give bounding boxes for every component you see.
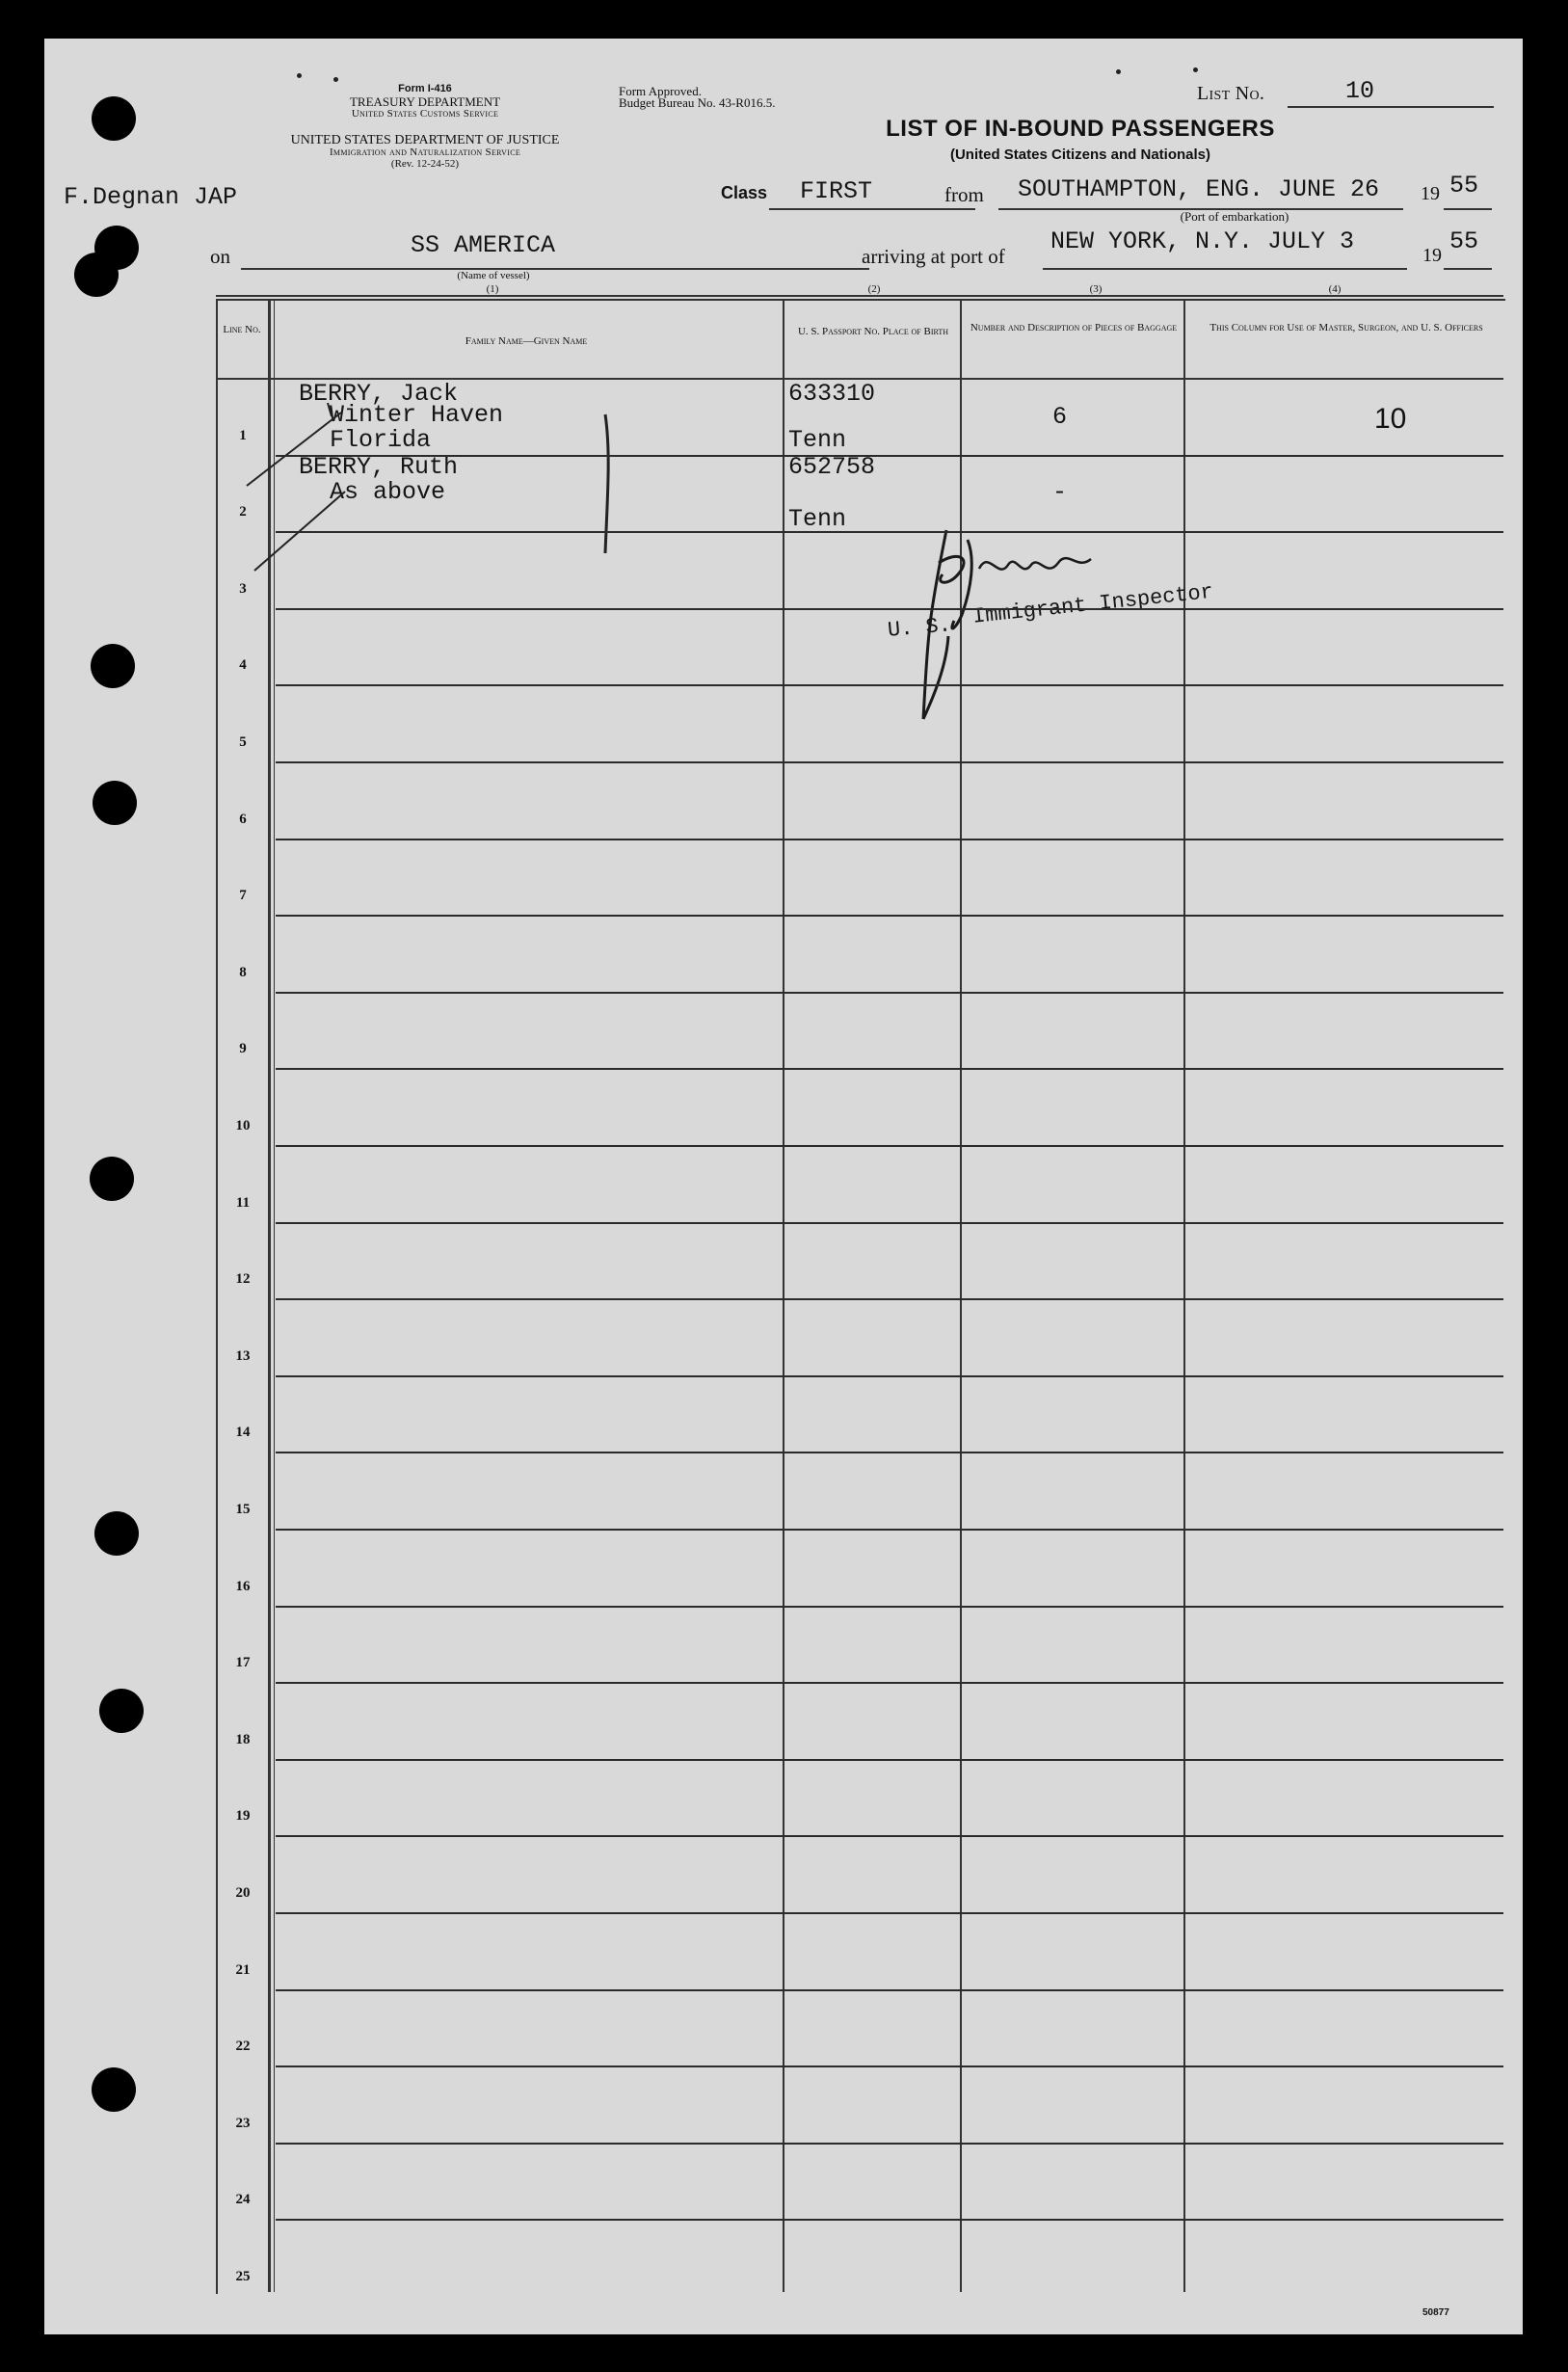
entry-2-name: BERRY, Ruth — [299, 453, 459, 481]
header-passport: U. S. Passport No. Place of Birth — [797, 326, 949, 337]
line-number: 15 — [235, 1502, 251, 1517]
line-number: 24 — [235, 2192, 251, 2207]
table-row — [276, 992, 1503, 994]
col-no-1: (1) — [486, 283, 499, 295]
line-number: 11 — [235, 1195, 251, 1211]
budget-bureau: Budget Bureau No. 43-R016.5. — [619, 95, 776, 110]
punch-hole — [94, 1511, 139, 1556]
speck — [1116, 69, 1121, 74]
table-row — [276, 1835, 1503, 1837]
line-number: 9 — [239, 1041, 247, 1056]
line-number: 25 — [235, 2269, 251, 2284]
line-number: 6 — [239, 812, 247, 827]
table-row — [276, 839, 1503, 840]
punch-hole — [91, 644, 135, 688]
header-name: Family Name—Given Name — [465, 335, 588, 347]
entry-1-name: BERRY, Jack — [299, 380, 459, 408]
table-row — [276, 1145, 1503, 1147]
dept-treasury: TREASURY DEPARTMENT — [349, 94, 501, 109]
table-row — [276, 1912, 1503, 1914]
pen-marks — [237, 357, 642, 588]
punch-hole — [92, 96, 136, 141]
table-row — [276, 455, 1503, 457]
table-row — [276, 1222, 1503, 1224]
from-value: SOUTHAMPTON, ENG. JUNE 26 — [1018, 175, 1380, 203]
speck — [333, 77, 338, 82]
entry-1-passport: 633310 — [788, 380, 876, 408]
stamp-title: Immigrant Inspector — [971, 579, 1215, 629]
entry-1-birthplace: Tenn — [788, 426, 847, 454]
from-year-prefix: 19 — [1421, 183, 1440, 204]
line-number: 7 — [239, 888, 247, 903]
from-label: from — [944, 183, 984, 206]
page-subtitle: (United States Citizens and Nationals) — [949, 147, 1211, 163]
manifest-page — [44, 39, 1523, 2334]
class-label: Class — [721, 183, 768, 202]
clerk-annotation: F.Degnan JAP — [64, 183, 238, 211]
form-approved: Form Approved. — [619, 84, 702, 98]
dept-justice: UNITED STATES DEPARTMENT OF JUSTICE — [290, 133, 560, 147]
line-number: 19 — [235, 1808, 251, 1824]
line-number: 21 — [235, 1962, 251, 1978]
dept-customs: United States Customs Service — [351, 108, 499, 120]
line-number: 8 — [239, 965, 247, 980]
from-year: 55 — [1449, 172, 1479, 200]
table-row — [276, 608, 1503, 610]
arriving-label: arriving at port of — [862, 245, 1005, 268]
col-no-2: (2) — [867, 283, 881, 295]
line-number: 18 — [235, 1732, 251, 1747]
table-row — [276, 2066, 1503, 2067]
table-row — [276, 1452, 1503, 1453]
dept-ins: Immigration and Naturalization Service — [329, 147, 521, 158]
form-code: 50877 — [1422, 2307, 1449, 2318]
table-row — [276, 2219, 1503, 2221]
list-no-value: 10 — [1345, 77, 1375, 105]
table-row — [276, 1298, 1503, 1300]
entry-1-officers: 10 — [1374, 403, 1407, 435]
line-number: 10 — [235, 1118, 251, 1133]
punch-hole — [92, 2067, 136, 2112]
table-row — [276, 1375, 1503, 1377]
header-line-no: Line No. — [223, 324, 261, 335]
vessel-name: SS AMERICA — [411, 231, 556, 259]
line-number: 1 — [239, 428, 247, 443]
entry-1-baggage: 6 — [1052, 403, 1068, 431]
line-number: 16 — [235, 1579, 251, 1594]
speck — [297, 73, 302, 78]
on-label: on — [210, 245, 230, 268]
col-no-3: (3) — [1089, 283, 1103, 295]
table-row — [276, 761, 1503, 763]
line-number: 17 — [235, 1655, 251, 1670]
punch-hole — [90, 1157, 134, 1201]
table-row — [276, 684, 1503, 686]
table-row — [276, 1682, 1503, 1684]
entry-1-address2: Florida — [330, 426, 432, 454]
punch-hole — [93, 781, 137, 825]
list-no-label: List No. — [1197, 83, 1265, 104]
line-number: 13 — [235, 1348, 251, 1364]
line-number: 12 — [235, 1271, 251, 1287]
table-row — [276, 915, 1503, 917]
entry-2-passport: 652758 — [788, 453, 876, 481]
line-number: 23 — [235, 2116, 251, 2131]
class-value: FIRST — [800, 177, 873, 205]
col-no-4: (4) — [1328, 283, 1342, 295]
line-number: 4 — [239, 657, 247, 673]
line-number: 2 — [239, 504, 247, 520]
table-row — [276, 1068, 1503, 1070]
header-baggage: Number and Description of Pieces of Baggage — [970, 322, 1178, 333]
table-row — [276, 1989, 1503, 1991]
line-number: 20 — [235, 1885, 251, 1901]
table-row — [276, 1529, 1503, 1531]
arrival-year: 55 — [1449, 227, 1479, 255]
arrival-port: NEW YORK, N.Y. JULY 3 — [1050, 227, 1355, 255]
revision: (Rev. 12-24-52) — [390, 158, 460, 170]
table-row — [276, 531, 1503, 533]
speck — [1193, 67, 1198, 72]
line-number: 3 — [239, 581, 247, 597]
table-row — [276, 1759, 1503, 1761]
line-number: 5 — [239, 734, 247, 750]
form-number: Form I-416 — [398, 83, 452, 94]
entry-2-baggage: - — [1052, 478, 1068, 506]
stamp-prefix: U. S. — [887, 613, 952, 643]
punch-hole — [74, 253, 119, 297]
table-row — [276, 1606, 1503, 1608]
punch-hole — [99, 1689, 144, 1733]
line-number: 14 — [235, 1425, 251, 1440]
entry-2-address1: As above — [330, 478, 446, 506]
vessel-caption: (Name of vessel) — [457, 270, 530, 281]
table-row — [276, 2143, 1503, 2145]
embark-caption: (Port of embarkation) — [1180, 209, 1289, 224]
page-title: LIST OF IN-BOUND PASSENGERS — [886, 116, 1275, 142]
entry-1-address1: Winter Haven — [330, 401, 504, 429]
arrival-year-prefix: 19 — [1422, 245, 1442, 266]
entry-2-birthplace: Tenn — [788, 505, 847, 533]
line-number: 22 — [235, 2039, 251, 2054]
header-officers: This Column for Use of Master, Surgeon, and U. S. Officers — [1209, 322, 1483, 333]
